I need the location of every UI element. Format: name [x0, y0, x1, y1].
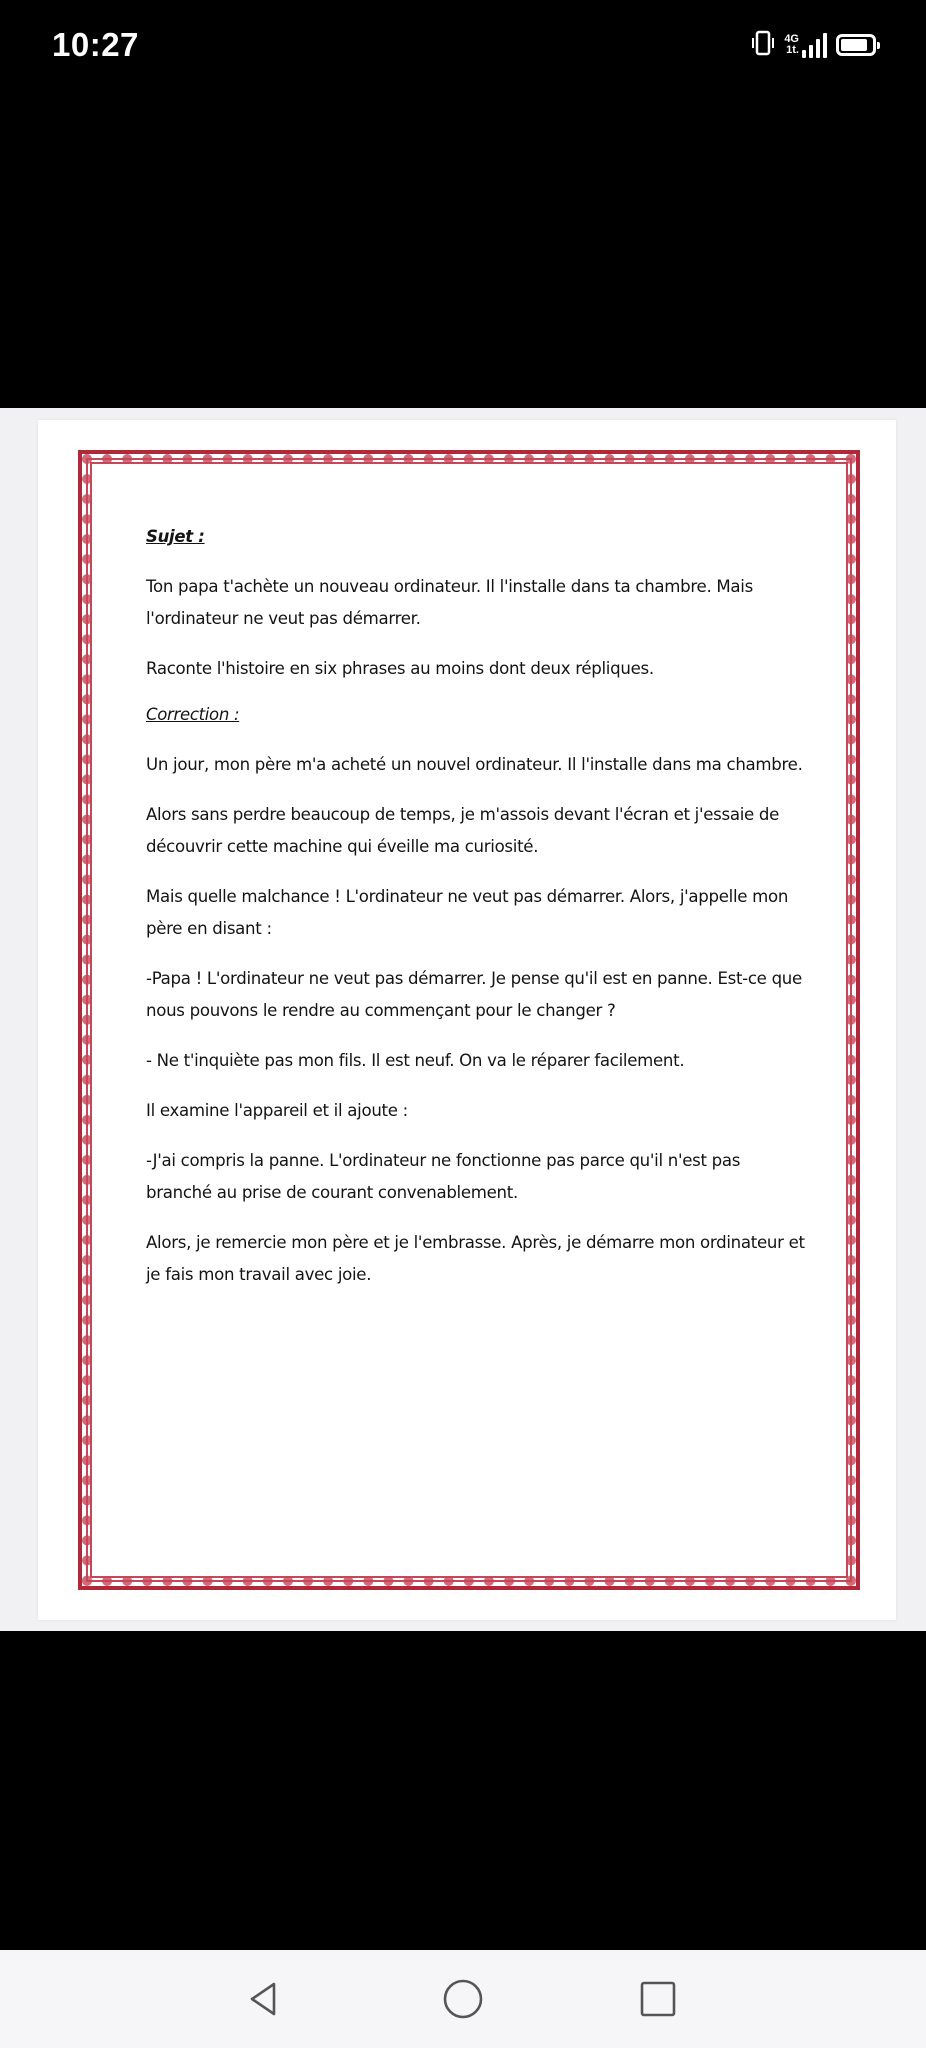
document-photo — [0, 408, 926, 1631]
navigation-bar — [0, 1950, 926, 2048]
worksheet-paper — [38, 420, 896, 1620]
back-icon — [244, 1979, 284, 2019]
status-bar — [0, 0, 926, 95]
home-button[interactable] — [438, 1974, 488, 2024]
worksheet-content — [146, 521, 806, 1309]
battery-fill — [841, 39, 867, 51]
correction-paragraph: Mais quelle malchance ! L'ordinateur ne veut pas démarrer. Alors, j'appelle mon père en disant : — [146, 887, 789, 938]
recent-apps-icon — [638, 1979, 678, 2019]
status-icons — [751, 28, 876, 62]
home-icon — [441, 1977, 485, 2021]
correction-heading: Correction : — [146, 705, 240, 724]
correction-paragraph: Alors sans perdre beaucoup de temps, je m'assois devant l'écran et j'essaie de découvrir cette machine qui éveille ma curiosité. — [146, 805, 780, 856]
battery-icon — [836, 34, 876, 56]
sujet-paragraph: Raconte l'histoire en six phrases au moins dont deux répliques. — [146, 659, 654, 678]
dialogue-line: - Ne t'inquiète pas mon fils. Il est neuf. On va le réparer facilement. — [146, 1051, 685, 1070]
correction-paragraph: Il examine l'appareil et il ajoute : — [146, 1101, 408, 1120]
signal-icon — [784, 32, 827, 58]
status-time: 10:27 — [52, 26, 139, 63]
sujet-paragraph: Ton papa t'achète un nouveau ordinateur. Il l'installe dans ta chambre. Mais l'ordinateur ne veut pas démarrer. — [146, 577, 753, 628]
sujet-heading: Sujet : — [146, 527, 205, 546]
network-type: 4G — [784, 33, 799, 45]
dialogue-line: -J'ai compris la panne. L'ordinateur ne fonctionne pas parce qu'il n'est pas branché au prise de courant convenablement. — [146, 1151, 741, 1202]
correction-paragraph: Un jour, mon père m'a acheté un nouvel ordinateur. Il l'installe dans ma chambre. — [146, 755, 803, 774]
recent-apps-button[interactable] — [633, 1974, 683, 2024]
dialogue-line: -Papa ! L'ordinateur ne veut pas démarrer. Je pense qu'il est en panne. Est-ce que nous pouvons le rendre au commençant pour le changer ? — [146, 969, 802, 1020]
network-sub: 1t. — [786, 44, 799, 56]
correction-paragraph: Alors, je remercie mon père et je l'embrasse. Après, je démarre mon ordinateur et je fais mon travail avec joie. — [146, 1233, 805, 1284]
vibrate-icon — [751, 28, 775, 62]
back-button[interactable] — [239, 1974, 289, 2024]
